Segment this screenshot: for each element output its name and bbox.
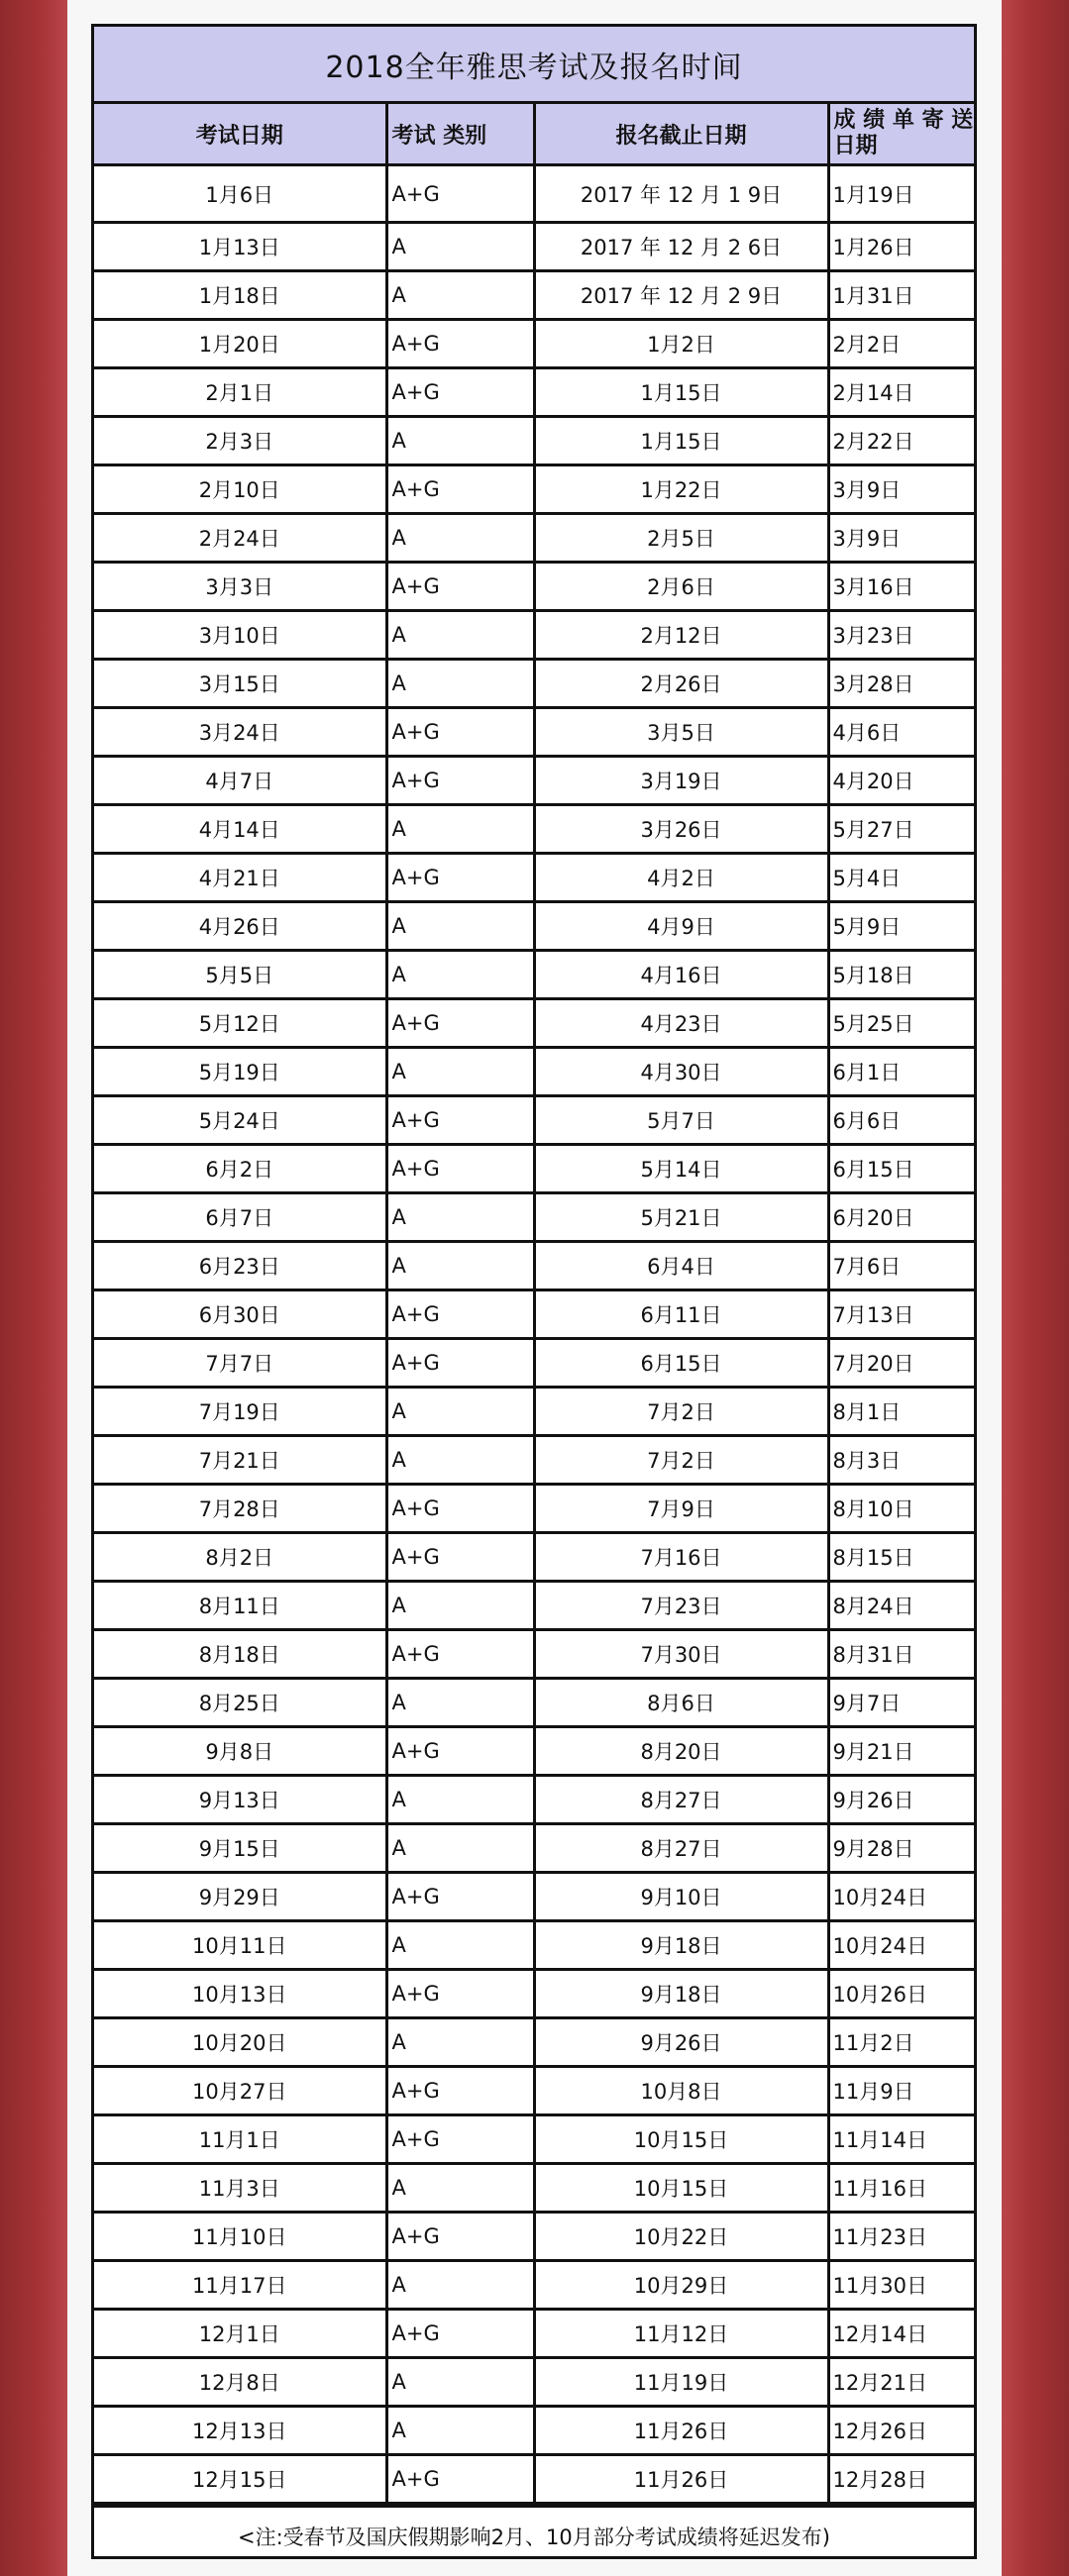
cell-exam-date: 3月24日 — [94, 708, 386, 757]
cell-registration-deadline: 2017 年 12 月 2 6日 — [534, 223, 828, 271]
cell-exam-date: 11月10日 — [94, 2213, 386, 2261]
cell-exam-date: 3月3日 — [94, 563, 386, 611]
cell-score-report-date: 12月14日 — [828, 2310, 974, 2358]
cell-exam-type: A — [386, 514, 534, 563]
cell-exam-type: A+G — [386, 1485, 534, 1533]
cell-registration-deadline: 8月6日 — [534, 1679, 828, 1727]
cell-exam-date: 7月7日 — [94, 1339, 386, 1388]
cell-exam-type: A+G — [386, 757, 534, 805]
cell-exam-type: A+G — [386, 320, 534, 368]
cell-score-report-date: 5月27日 — [828, 805, 974, 854]
table-row — [94, 1727, 974, 1776]
cell-registration-deadline: 1月2日 — [534, 320, 828, 368]
cell-registration-deadline: 4月30日 — [534, 1048, 828, 1096]
cell-score-report-date: 10月26日 — [828, 1970, 974, 2018]
cell-exam-date: 2月3日 — [94, 417, 386, 465]
table-row — [94, 2018, 974, 2067]
cell-exam-type: A — [386, 951, 534, 999]
header-score-report-date: 成 绩 单 寄 送 日期 — [828, 104, 974, 165]
cell-score-report-date: 5月18日 — [828, 951, 974, 999]
table-row — [94, 805, 974, 854]
table-row — [94, 2067, 974, 2115]
table-row — [94, 1436, 974, 1485]
cell-exam-type: A+G — [386, 1145, 534, 1193]
cell-registration-deadline: 4月16日 — [534, 951, 828, 999]
cell-registration-deadline: 2月12日 — [534, 611, 828, 660]
table-row — [94, 2358, 974, 2407]
cell-exam-type: A+G — [386, 1339, 534, 1388]
exam-schedule-table — [94, 104, 974, 2505]
cell-score-report-date: 7月20日 — [828, 1339, 974, 1388]
cell-exam-type: A+G — [386, 2310, 534, 2358]
cell-score-report-date: 2月22日 — [828, 417, 974, 465]
cell-exam-date: 10月27日 — [94, 2067, 386, 2115]
cell-score-report-date: 8月3日 — [828, 1436, 974, 1485]
table-row — [94, 1388, 974, 1436]
table-row — [94, 1630, 974, 1679]
cell-exam-date: 12月15日 — [94, 2455, 386, 2504]
table-row — [94, 1970, 974, 2018]
cell-exam-date: 5月19日 — [94, 1048, 386, 1096]
table-row — [94, 563, 974, 611]
cell-score-report-date: 6月1日 — [828, 1048, 974, 1096]
cell-registration-deadline: 10月15日 — [534, 2164, 828, 2213]
cell-score-report-date: 4月20日 — [828, 757, 974, 805]
cell-exam-type: A — [386, 1824, 534, 1873]
cell-exam-date: 8月25日 — [94, 1679, 386, 1727]
cell-score-report-date: 11月14日 — [828, 2115, 974, 2164]
cell-exam-type: A+G — [386, 1533, 534, 1582]
cell-score-report-date: 8月15日 — [828, 1533, 974, 1582]
cell-registration-deadline: 7月9日 — [534, 1485, 828, 1533]
cell-exam-date: 5月24日 — [94, 1096, 386, 1145]
cell-exam-date: 3月15日 — [94, 660, 386, 708]
cell-score-report-date: 1月26日 — [828, 223, 974, 271]
cell-exam-type: A — [386, 223, 534, 271]
table-row — [94, 1921, 974, 1970]
cell-exam-date: 5月5日 — [94, 951, 386, 999]
table-row — [94, 1242, 974, 1290]
cell-registration-deadline: 7月16日 — [534, 1533, 828, 1582]
cell-registration-deadline: 3月26日 — [534, 805, 828, 854]
table-row — [94, 854, 974, 902]
cell-exam-type: A+G — [386, 563, 534, 611]
cell-exam-type: A — [386, 611, 534, 660]
cell-score-report-date: 6月15日 — [828, 1145, 974, 1193]
cell-registration-deadline: 1月15日 — [534, 368, 828, 417]
cell-registration-deadline: 10月15日 — [534, 2115, 828, 2164]
cell-exam-type: A+G — [386, 999, 534, 1048]
table-row — [94, 2261, 974, 2310]
cell-score-report-date: 9月26日 — [828, 1776, 974, 1824]
cell-exam-date: 7月28日 — [94, 1485, 386, 1533]
table-row — [94, 1339, 974, 1388]
cell-exam-date: 7月19日 — [94, 1388, 386, 1436]
cell-score-report-date: 10月24日 — [828, 1873, 974, 1921]
cell-score-report-date: 8月24日 — [828, 1582, 974, 1630]
cell-exam-type: A+G — [386, 465, 534, 514]
cell-registration-deadline: 11月26日 — [534, 2407, 828, 2455]
cell-registration-deadline: 11月26日 — [534, 2455, 828, 2504]
cell-score-report-date: 3月23日 — [828, 611, 974, 660]
cell-exam-date: 9月29日 — [94, 1873, 386, 1921]
cell-exam-type: A+G — [386, 708, 534, 757]
cell-score-report-date: 11月2日 — [828, 2018, 974, 2067]
cell-score-report-date: 3月9日 — [828, 465, 974, 514]
cell-exam-type: A — [386, 1921, 534, 1970]
cell-score-report-date: 8月1日 — [828, 1388, 974, 1436]
cell-exam-date: 4月14日 — [94, 805, 386, 854]
table-row — [94, 1582, 974, 1630]
cell-registration-deadline: 2月26日 — [534, 660, 828, 708]
cell-exam-type: A+G — [386, 2115, 534, 2164]
table-row — [94, 1873, 974, 1921]
cell-score-report-date: 9月21日 — [828, 1727, 974, 1776]
cell-exam-date: 6月7日 — [94, 1193, 386, 1242]
table-row — [94, 999, 974, 1048]
cell-exam-type: A — [386, 2164, 534, 2213]
cell-exam-date: 12月1日 — [94, 2310, 386, 2358]
cell-exam-date: 4月21日 — [94, 854, 386, 902]
table-row — [94, 660, 974, 708]
cell-score-report-date: 2月2日 — [828, 320, 974, 368]
cell-score-report-date: 12月26日 — [828, 2407, 974, 2455]
cell-exam-type: A — [386, 1776, 534, 1824]
cell-exam-type: A — [386, 1193, 534, 1242]
cell-registration-deadline: 8月27日 — [534, 1824, 828, 1873]
cell-registration-deadline: 11月19日 — [534, 2358, 828, 2407]
cell-score-report-date: 9月28日 — [828, 1824, 974, 1873]
table-row — [94, 1096, 974, 1145]
cell-score-report-date: 11月23日 — [828, 2213, 974, 2261]
cell-score-report-date: 8月10日 — [828, 1485, 974, 1533]
cell-exam-type: A+G — [386, 1096, 534, 1145]
cell-registration-deadline: 4月23日 — [534, 999, 828, 1048]
cell-exam-date: 9月8日 — [94, 1727, 386, 1776]
table-row — [94, 1776, 974, 1824]
table-row — [94, 417, 974, 465]
cell-exam-date: 8月2日 — [94, 1533, 386, 1582]
cell-registration-deadline: 4月9日 — [534, 902, 828, 951]
table-row — [94, 465, 974, 514]
cell-exam-date: 5月12日 — [94, 999, 386, 1048]
cell-registration-deadline: 7月30日 — [534, 1630, 828, 1679]
cell-score-report-date: 7月6日 — [828, 1242, 974, 1290]
cell-exam-type: A+G — [386, 1970, 534, 2018]
cell-exam-type: A — [386, 1048, 534, 1096]
cell-exam-date: 10月11日 — [94, 1921, 386, 1970]
cell-score-report-date: 1月19日 — [828, 165, 974, 223]
cell-score-report-date: 6月20日 — [828, 1193, 974, 1242]
cell-registration-deadline: 3月5日 — [534, 708, 828, 757]
cell-exam-date: 1月20日 — [94, 320, 386, 368]
cell-exam-type: A — [386, 417, 534, 465]
table-row — [94, 368, 974, 417]
table-row — [94, 611, 974, 660]
cell-score-report-date: 2月14日 — [828, 368, 974, 417]
cell-exam-type: A — [386, 660, 534, 708]
cell-exam-date: 6月30日 — [94, 1290, 386, 1339]
cell-registration-deadline: 11月12日 — [534, 2310, 828, 2358]
schedule-sheet — [91, 24, 977, 2559]
cell-registration-deadline: 10月22日 — [534, 2213, 828, 2261]
cell-exam-type: A+G — [386, 2455, 534, 2504]
table-row — [94, 2115, 974, 2164]
cell-exam-type: A — [386, 2358, 534, 2407]
cell-exam-date: 10月20日 — [94, 2018, 386, 2067]
cell-exam-date: 11月17日 — [94, 2261, 386, 2310]
cell-exam-date: 1月6日 — [94, 165, 386, 223]
cell-exam-type: A+G — [386, 1630, 534, 1679]
table-row — [94, 1679, 974, 1727]
cell-score-report-date: 11月9日 — [828, 2067, 974, 2115]
table-row — [94, 2164, 974, 2213]
cell-exam-type: A — [386, 1242, 534, 1290]
cell-exam-date: 4月26日 — [94, 902, 386, 951]
cell-exam-type: A — [386, 1436, 534, 1485]
cell-exam-type: A+G — [386, 1290, 534, 1339]
cell-registration-deadline: 6月4日 — [534, 1242, 828, 1290]
header-registration-deadline: 报名截止日期 — [534, 104, 828, 165]
cell-registration-deadline: 8月20日 — [534, 1727, 828, 1776]
header-exam-date: 考试日期 — [94, 104, 386, 165]
table-row — [94, 1145, 974, 1193]
cell-exam-date: 11月1日 — [94, 2115, 386, 2164]
cell-exam-type: A — [386, 1679, 534, 1727]
cell-score-report-date: 7月13日 — [828, 1290, 974, 1339]
cell-exam-date: 2月1日 — [94, 368, 386, 417]
cell-exam-date: 1月13日 — [94, 223, 386, 271]
cell-exam-type: A — [386, 271, 534, 320]
cell-exam-type: A — [386, 805, 534, 854]
footnote: <注:受春节及国庆假期影响2月、10月部分考试成绩将延迟发布) — [94, 2505, 974, 2565]
cell-score-report-date: 8月31日 — [828, 1630, 974, 1679]
cell-score-report-date: 12月28日 — [828, 2455, 974, 2504]
cell-registration-deadline: 2月5日 — [534, 514, 828, 563]
cell-score-report-date: 5月4日 — [828, 854, 974, 902]
cell-registration-deadline: 9月18日 — [534, 1970, 828, 2018]
cell-exam-type: A — [386, 2261, 534, 2310]
table-row — [94, 902, 974, 951]
cell-exam-type: A+G — [386, 368, 534, 417]
left-red-border — [0, 0, 67, 2576]
table-row — [94, 1290, 974, 1339]
cell-exam-date: 2月24日 — [94, 514, 386, 563]
cell-exam-date: 8月11日 — [94, 1582, 386, 1630]
cell-registration-deadline: 2017 年 12 月 1 9日 — [534, 165, 828, 223]
cell-registration-deadline: 9月26日 — [534, 2018, 828, 2067]
cell-exam-date: 12月8日 — [94, 2358, 386, 2407]
cell-exam-date: 7月21日 — [94, 1436, 386, 1485]
cell-registration-deadline: 4月2日 — [534, 854, 828, 902]
cell-registration-deadline: 6月11日 — [534, 1290, 828, 1339]
cell-exam-type: A — [386, 2018, 534, 2067]
header-exam-type: 考试 类别 — [386, 104, 534, 165]
cell-exam-date: 6月2日 — [94, 1145, 386, 1193]
table-row — [94, 708, 974, 757]
table-row — [94, 1824, 974, 1873]
cell-registration-deadline: 9月10日 — [534, 1873, 828, 1921]
cell-exam-date: 6月23日 — [94, 1242, 386, 1290]
cell-score-report-date: 10月24日 — [828, 1921, 974, 1970]
table-row — [94, 2407, 974, 2455]
table-row — [94, 165, 974, 223]
cell-exam-date: 9月15日 — [94, 1824, 386, 1873]
cell-registration-deadline: 2月6日 — [534, 563, 828, 611]
cell-exam-type: A+G — [386, 1727, 534, 1776]
page-title: 2018全年雅思考试及报名时间 — [94, 27, 974, 104]
paper-background — [67, 0, 1002, 2576]
table-row — [94, 320, 974, 368]
table-row — [94, 2213, 974, 2261]
cell-exam-date: 3月10日 — [94, 611, 386, 660]
cell-exam-type: A — [386, 1388, 534, 1436]
cell-exam-type: A+G — [386, 1873, 534, 1921]
cell-exam-date: 2月10日 — [94, 465, 386, 514]
cell-registration-deadline: 10月8日 — [534, 2067, 828, 2115]
cell-exam-date: 4月7日 — [94, 757, 386, 805]
cell-score-report-date: 3月28日 — [828, 660, 974, 708]
cell-score-report-date: 12月21日 — [828, 2358, 974, 2407]
cell-registration-deadline: 9月18日 — [534, 1921, 828, 1970]
table-row — [94, 223, 974, 271]
cell-registration-deadline: 3月19日 — [534, 757, 828, 805]
cell-registration-deadline: 10月29日 — [534, 2261, 828, 2310]
right-red-border — [1002, 0, 1069, 2576]
cell-score-report-date: 5月9日 — [828, 902, 974, 951]
table-header-row — [94, 104, 974, 165]
cell-registration-deadline: 6月15日 — [534, 1339, 828, 1388]
cell-exam-date: 11月3日 — [94, 2164, 386, 2213]
cell-registration-deadline: 8月27日 — [534, 1776, 828, 1824]
table-row — [94, 951, 974, 999]
table-row — [94, 1485, 974, 1533]
cell-score-report-date: 4月6日 — [828, 708, 974, 757]
cell-exam-type: A — [386, 2407, 534, 2455]
cell-registration-deadline: 7月23日 — [534, 1582, 828, 1630]
cell-registration-deadline: 7月2日 — [534, 1388, 828, 1436]
cell-score-report-date: 9月7日 — [828, 1679, 974, 1727]
cell-exam-date: 9月13日 — [94, 1776, 386, 1824]
cell-score-report-date: 1月31日 — [828, 271, 974, 320]
table-row — [94, 1048, 974, 1096]
cell-registration-deadline: 7月2日 — [534, 1436, 828, 1485]
cell-score-report-date: 11月30日 — [828, 2261, 974, 2310]
cell-exam-date: 8月18日 — [94, 1630, 386, 1679]
cell-registration-deadline: 5月7日 — [534, 1096, 828, 1145]
cell-exam-type: A+G — [386, 2067, 534, 2115]
table-row — [94, 271, 974, 320]
cell-exam-type: A — [386, 902, 534, 951]
cell-score-report-date: 5月25日 — [828, 999, 974, 1048]
cell-exam-type: A+G — [386, 2213, 534, 2261]
cell-exam-date: 1月18日 — [94, 271, 386, 320]
cell-exam-type: A+G — [386, 854, 534, 902]
cell-registration-deadline: 1月22日 — [534, 465, 828, 514]
table-row — [94, 1193, 974, 1242]
cell-exam-type: A — [386, 1582, 534, 1630]
table-row — [94, 1533, 974, 1582]
table-row — [94, 2455, 974, 2504]
cell-registration-deadline: 5月14日 — [534, 1145, 828, 1193]
cell-score-report-date: 11月16日 — [828, 2164, 974, 2213]
table-row — [94, 514, 974, 563]
table-row — [94, 757, 974, 805]
cell-score-report-date: 3月16日 — [828, 563, 974, 611]
table-row — [94, 2310, 974, 2358]
cell-score-report-date: 3月9日 — [828, 514, 974, 563]
cell-registration-deadline: 5月21日 — [534, 1193, 828, 1242]
cell-exam-type: A+G — [386, 165, 534, 223]
cell-registration-deadline: 2017 年 12 月 2 9日 — [534, 271, 828, 320]
cell-registration-deadline: 1月15日 — [534, 417, 828, 465]
cell-exam-date: 12月13日 — [94, 2407, 386, 2455]
cell-exam-date: 10月13日 — [94, 1970, 386, 2018]
cell-score-report-date: 6月6日 — [828, 1096, 974, 1145]
